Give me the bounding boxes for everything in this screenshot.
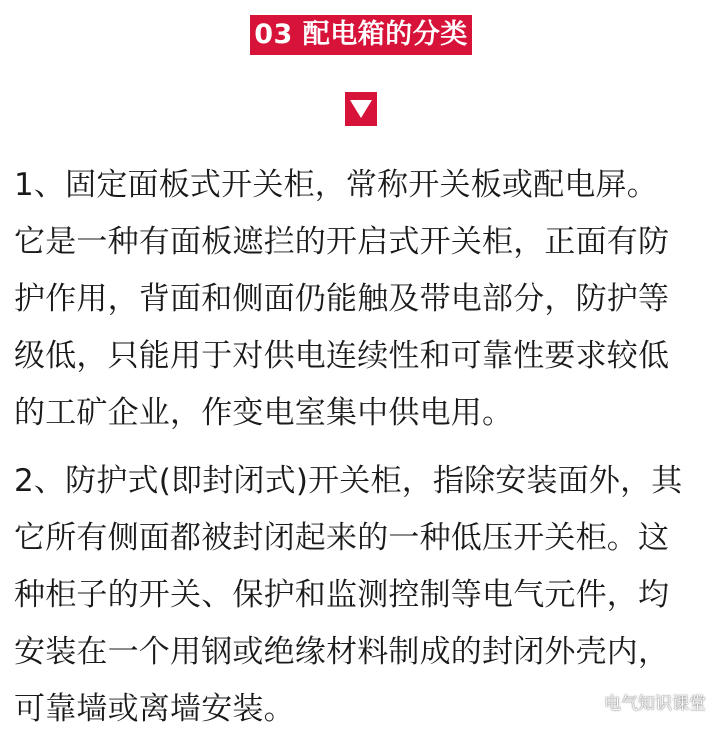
watermark-text: 电气知识课堂 (604, 694, 706, 714)
paragraph-line: 2、防护式(即封闭式)开关柜，指除安装面外，其 (14, 463, 683, 499)
arrow-container (0, 92, 722, 130)
paragraph-line: 的工矿企业，作变电室集中供电用。 (14, 395, 514, 431)
section-heading: 03 配电箱的分类 (250, 15, 471, 55)
paragraph-line: 种柜子的开关、保护和监测控制等电气元件，均 (14, 577, 670, 613)
heading-container (0, 15, 722, 55)
paragraph-1 (14, 157, 714, 442)
paragraph-line: 护作用，背面和侧面仍能触及带电部分，防护等 (14, 281, 670, 317)
watermark (574, 689, 706, 714)
paragraph-line: 级低，只能用于对供电连续性和可靠性要求较低 (14, 338, 670, 374)
paragraph-line: 1、固定面板式开关柜，常称开关板或配电屏。 (14, 167, 658, 203)
down-triangle-icon (345, 92, 377, 126)
paragraph-line: 安装在一个用钢或绝缘材料制成的封闭外壳内， (14, 634, 670, 670)
paragraph-line: 它是一种有面板遮拦的开启式开关柜，正面有防 (14, 224, 670, 260)
paragraph-line: 可靠墙或离墙安装。 (14, 691, 295, 727)
wechat-icon (574, 692, 598, 712)
paragraph-line: 它所有侧面都被封闭起来的一种低压开关柜。这 (14, 520, 670, 556)
